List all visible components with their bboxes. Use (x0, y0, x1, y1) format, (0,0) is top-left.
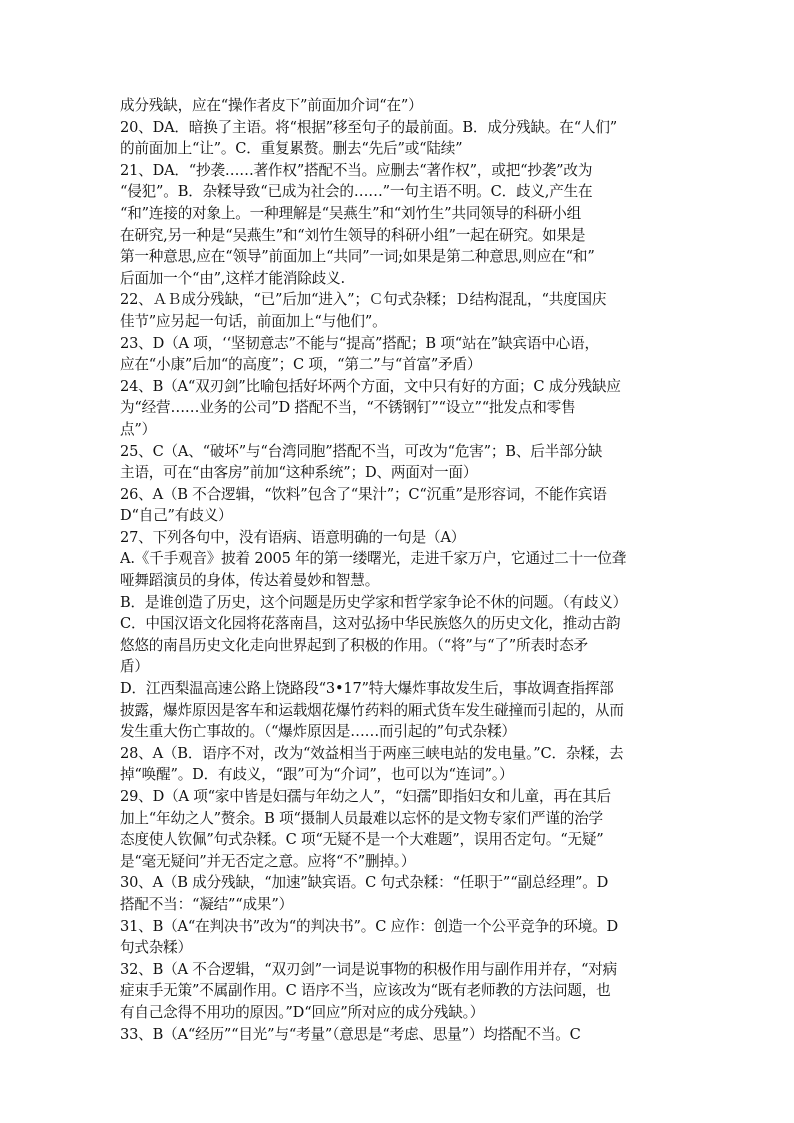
text-line: 23、D（A 项，‘‘坚韧意志”不能与“提高”搭配；B 项“站在”缺宾语中心语， (120, 334, 599, 352)
text-line: 21、DA．“抄袭……著作权”搭配不当。应删去“著作权”，或把“抄袭”改为 (120, 161, 593, 179)
text-line: 句式杂糅） (120, 939, 192, 957)
text-line: 33、B（A“经历”“目光”与“考量”（意思是“考虑、思量”）均搭配不当。C (120, 1025, 581, 1043)
text-line: 是“毫无疑问”并无否定之意。应将“不”删掉。） (120, 852, 416, 870)
document-page (120, 95, 680, 1045)
text-line: D“自己”有歧义） (120, 507, 233, 525)
text-line: 31、B（A“在判决书”改为“的判决书”。C 应作：创造一个公平竞争的环境。D (120, 917, 619, 935)
text-line: 在研究,另一种是“吴燕生”和“刘竹生领导的科研小组”一起在研究。如果是 (120, 226, 586, 244)
text-line: “侵犯”。B．杂糅导致“已成为社会的……”一句主语不明。C．歧义,产生在 (120, 183, 593, 201)
text-line: 加上“年幼之人”赘余。B 项“摄制人员最难以忘怀的是文物专家们严谨的治学 (120, 809, 603, 827)
text-line: 应在“小康”后加“的高度”；C 项，“第二”与“首富”矛盾） (120, 356, 482, 374)
text-line: 25、C（A、“破坏”与“台湾同胞”搭配不当，可改为“危害”；B、后半部分缺 (120, 442, 603, 460)
text-line: “和”连接的对象上。一种理解是“吴燕生”和“刘竹生”共同领导的科研小组 (120, 204, 581, 222)
text-line: 的前面加上“让”。C．重复累赘。删去“先后”或“陆续” (120, 140, 463, 158)
text-line: 佳节”应另起一句话，前面加上“与他们”。 (120, 312, 387, 330)
text-line: 态度使人钦佩”句式杂糅。C 项“无疑不是一个大难题”，误用否定句。“无疑” (120, 831, 604, 849)
text-line: B．是谁创造了历史，这个问题是历史学家和哲学家争论不休的问题。（有歧义） (120, 593, 628, 611)
text-line: 搭配不当：“凝结”“成果”） (120, 895, 293, 913)
text-line: C．中国汉语文化园将花落南昌，这对弘扬中华民族悠久的历史文化，推动古韵 (120, 615, 621, 633)
text-line: 29、D（A 项“家中皆是妇孺与年幼之人”，“妇孺”即指妇女和儿童，再在其后 (120, 788, 611, 805)
text-line: 点”） (120, 420, 157, 438)
text-line: 27、下列各句中，没有语病、语意明确的一句是（A） (120, 528, 466, 546)
text-line: 32、B（A 不合逻辑，“双刃剑”一词是说事物的积极作用与副作用并存，“对病 (120, 960, 618, 978)
text-line: 悠悠的南昌历史文化走向世界起到了积极的作用。（“将”与“了”所表时态矛 (120, 636, 588, 654)
text-line: 症束手无策”不属副作用。C 语序不当，应该改为“既有老师教的方法问题，也 (120, 982, 611, 1000)
text-line: 主语，可在“由客房”前加“这种系统”；D、两面对一面） (120, 464, 478, 482)
text-line: 22、ＡＢ成分残缺，“已”后加“进入”；Ｃ句式杂糅；Ｄ结构混乱，“共度国庆 (120, 291, 607, 309)
text-line: 为“经营……业务的公司”D 搭配不当，“不锈钢钉”“设立”“批发点和零售 (120, 399, 576, 417)
text-line: 第一种意思,应在“领导”前面加上“共同”一词;如果是第二种意思,则应在“和” (120, 248, 595, 266)
text-line: 盾） (120, 658, 149, 676)
text-line: 24、B（A“双刃剑”比喻包括好坏两个方面，文中只有好的方面；C 成分残缺应 (120, 377, 621, 395)
text-line: 20、DA．暗换了主语。将“根据”移至句子的最前面。B．成分残缺。在“人们” (120, 118, 617, 136)
text-line: 成分残缺，应在“操作者皮下”前面加介词“在”） (120, 97, 423, 114)
text-line: 哑舞蹈演员的身体，传达着曼妙和智慧。 (120, 572, 380, 590)
text-line: 后面加一个“由”,这样才能消除歧义. (120, 269, 345, 287)
text-line: 28、A（B．语序不对，改为“效益相当于两座三峡电站的发电量。”C．杂糅，去 (120, 744, 624, 762)
text-line: 26、A（B 不合逻辑，“饮料”包含了“果汁”；C“沉重”是形容词，不能作宾语 (120, 485, 607, 503)
text-line: 发生重大伤亡事故的。（“爆炸原因是……而引起的”句式杂糅） (120, 723, 516, 741)
text-line: 掉“唤醒”。D．有歧义，“跟”可为“介词”，也可以为“连词”。） (120, 766, 514, 784)
text-line: A.《千手观音》披着 2005 年的第一缕曙光，走进千家万户，它通过二十一位聋 (120, 550, 627, 568)
text-line: 有自己念得不用功的原因。”D“回应”所对应的成分残缺。） (120, 1003, 485, 1021)
text-line: 披露，爆炸原因是客车和运载烟花爆竹药料的厢式货车发生碰撞而引起的，从而 (120, 701, 624, 719)
text-line: 30、A（B 成分残缺，“加速”缺宾语。C 句式杂糅：“任职于”“副总经理”。D (120, 874, 609, 892)
text-line: D．江西梨温高速公路上饶路段“3•17”特大爆炸事故发生后，事故调查指挥部 (120, 680, 614, 698)
